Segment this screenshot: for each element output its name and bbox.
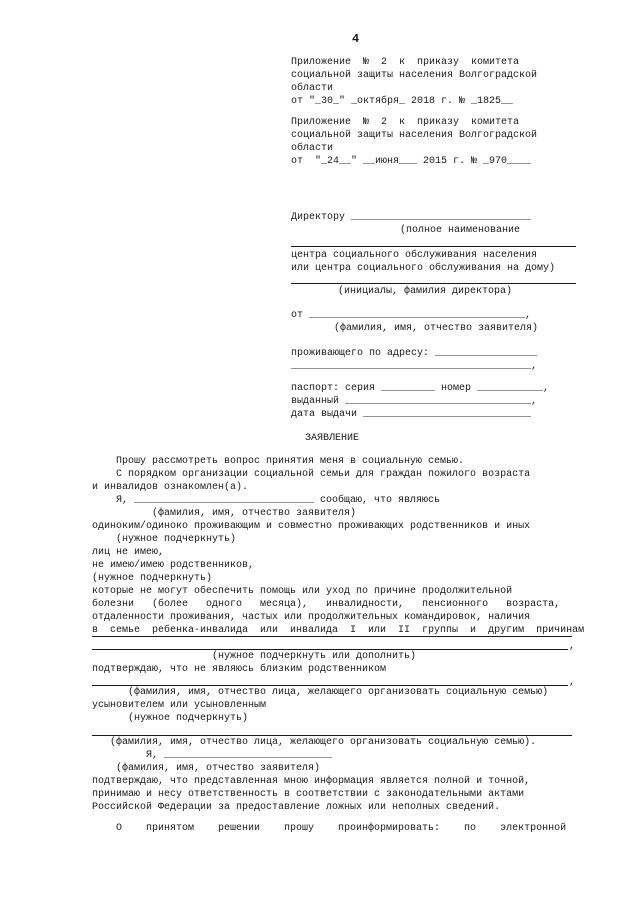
blank-line-2-comma: , [569,641,576,652]
body-line-22: (фамилия, имя, отчество заявителя) [92,763,321,774]
body-line-5: (фамилия, имя, отчество заявителя) [92,508,357,519]
body-line-12: болезни (более одного месяца), инвалидности, пенсионного возраста, [92,599,561,610]
director-name-line [291,246,576,247]
appendix-2015-line-1: Приложение № 2 к приказу комитета [291,117,520,128]
center-type-line-2: или центра социального обслуживания на дому) [291,263,556,274]
blank-line-4 [92,735,572,736]
body-line-18: усыновителем или усыновленным [92,700,267,711]
body-line-4: Я, ______________________________ сообщаю, что являюсь [92,495,441,506]
blank-line-2 [92,649,568,650]
body-line-17: (фамилия, имя, отчество лица, желающего организовать социальную семью) [92,687,549,698]
initials-hint: (инициалы, фамилия директора) [338,286,513,297]
address-field: проживающего по адресу: _________________ [291,348,538,359]
blank-line-1 [92,636,572,637]
appendix-2018-line-4: от "_30_" _октября_ 2018 г. № _1825__ [291,96,514,107]
body-line-9: не имею/имею родственников, [92,560,255,571]
appendix-2015-line-3: области [291,143,334,154]
appendix-2015-line-2: социальной защиты населения Волгоградской [291,130,538,141]
from-hint: (фамилия, имя, отчество заявителя) [334,323,539,334]
from-field: от ____________________________________, [291,310,532,321]
body-line-19: (нужное подчеркнуть) [92,713,249,724]
body-line-21: Я, ____________________________ [92,750,333,761]
body-line-3: и инвалидов ознакомлен(а). [92,482,249,493]
body-line-13: отдаленности проживания, частых или продолжительных командировок, наличия [92,612,531,623]
body-line-26: О принятом решении прошу проинформировать: по электронной [92,823,567,834]
issue-date-field: дата выдачи ____________________________ [291,409,532,420]
body-line-14: в семье ребенка-инвалида или инвалида I или II группы и другим причинам [92,625,585,636]
appendix-2015-line-4: от "_24__" __июня___ 2015 г. № _970____ [291,156,532,167]
document-title: ЗАЯВЛЕНИЕ [305,433,360,444]
initials-line [291,283,576,284]
body-line-16: подтверждаю, что не являюсь близким родственником [92,664,387,675]
body-line-25: Российской Федерации за предоставление ложных или неполных сведений. [92,802,501,813]
issued-by-field: выданный _______________________________, [291,396,538,407]
body-line-8: лиц не имею, [92,547,165,558]
body-line-24: принимаю и несу ответственность в соответствии с законодательными актами [92,789,525,800]
body-line-11: которые не могут обеспечить помощь или уход по причине продолжительной [92,586,513,597]
body-line-2: С порядком организации социальной семьи для граждан пожилого возраста [92,469,531,480]
body-line-10: (нужное подчеркнуть) [92,573,213,584]
appendix-2018-line-1: Приложение № 2 к приказу комитета [291,57,520,68]
director-hint: (полное наименование [400,225,521,236]
blank-line-3-comma: , [569,677,576,688]
appendix-2018-line-2: социальной защиты населения Волгоградской [291,70,538,81]
appendix-2018-line-3: области [291,83,334,94]
body-line-6: одиноким/одиноко проживающим и совместно проживающих родственников и иных [92,521,531,532]
blank-line-3 [92,685,568,686]
body-line-15: (нужное подчеркнуть или дополнить) [92,651,417,662]
center-type-line-1: центра социального обслуживания населения [291,250,538,261]
page-number: 4 [352,32,360,46]
body-line-20: (фамилия, имя, отчество лица, желающего организовать социальную семью). [92,737,537,748]
body-line-23: подтверждаю, что представленная мною информация является полной и точной, [92,776,531,787]
body-line-7: (нужное подчеркнуть) [92,534,237,545]
body-line-1: Прошу рассмотреть вопрос принятия меня в социальную семью. [92,456,465,467]
director-field: Директору ______________________________ [291,212,532,223]
address-continuation: ________________________________________, [291,361,538,372]
passport-field: паспорт: серия _________ номер ___________, [291,383,550,394]
